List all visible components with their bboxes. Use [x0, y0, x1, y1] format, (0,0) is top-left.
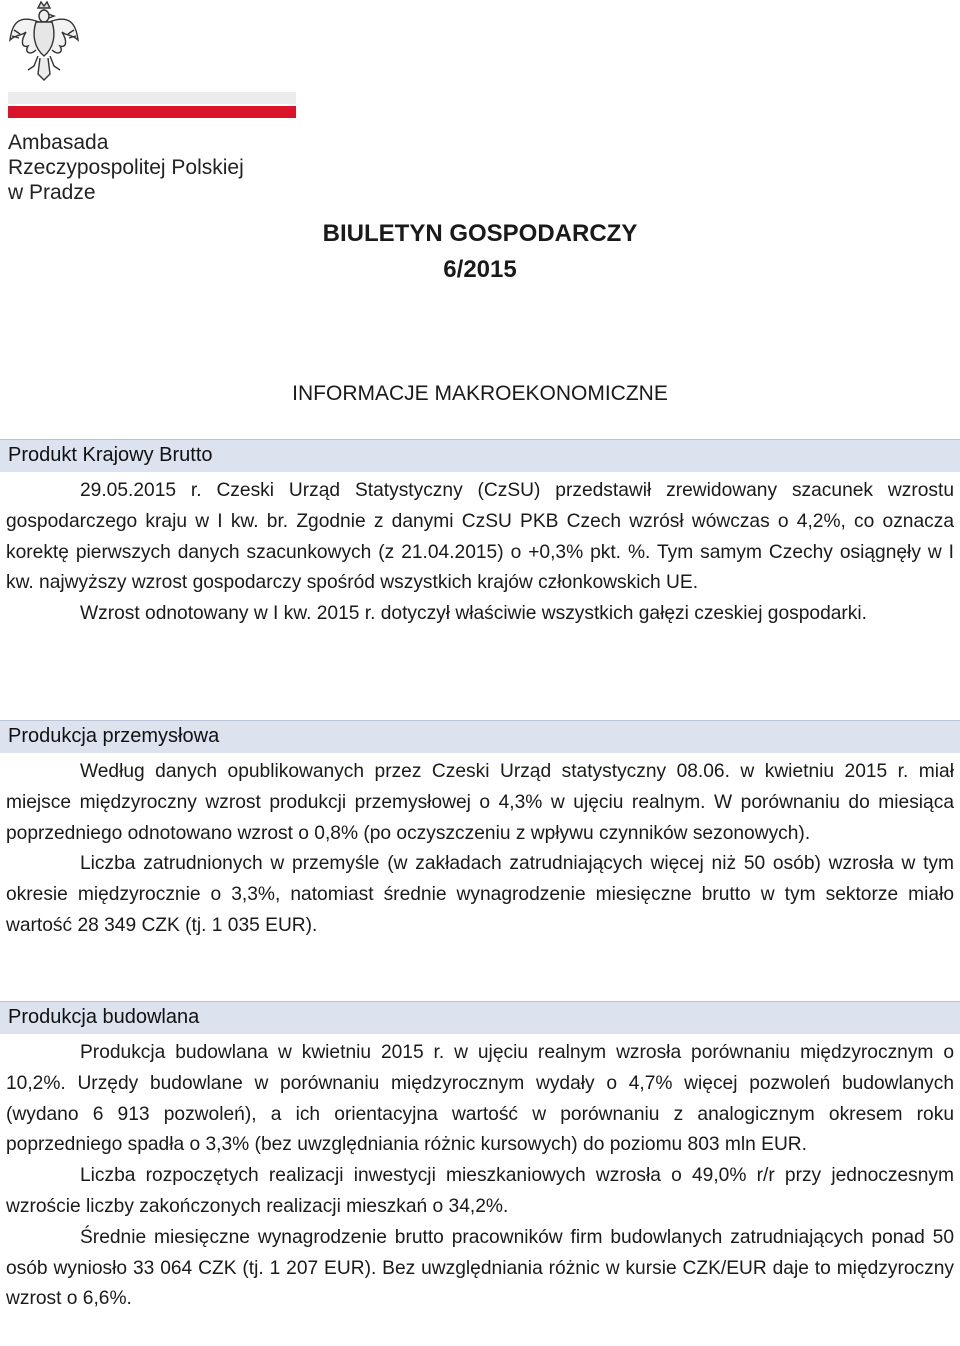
pkb-body: [6, 476, 954, 630]
industry-body: [6, 757, 954, 942]
paragraph: Liczba rozpoczętych realizacji inwestycji mieszkaniowych wzrosła o 49,0% r/r przy jednoczesnym wzroście liczby zakończonych realizacji mieszkań o 34,2%.: [6, 1165, 954, 1217]
paragraph: Wzrost odnotowany w I kw. 2015 r. dotyczył właściwie wszystkich gałęzi czeskiej gospodarki.: [80, 603, 867, 625]
section-band-industry: [0, 720, 960, 753]
embassy-name: [8, 130, 244, 205]
embassy-line-3: w Pradze: [8, 181, 96, 204]
paragraph: Według danych opublikowanych przez Czeski Urząd statystyczny 08.06. w kwietniu 2015 r. miał miejsce międzyroczny wzrost produkcji przemysłowej o 4,3% w ujęciu realnym. W porównaniu do miesiąca poprzedniego odnotowano wzrost o 0,8% (po oczyszczeniu z wpływu czynników sezonowych).: [6, 761, 954, 844]
bulletin-number: 6/2015: [443, 256, 517, 283]
heading-pkb: Produkt Krajowy Brutto: [8, 444, 213, 466]
embassy-line-2: Rzeczypospolitej Polskiej: [8, 156, 244, 179]
heading-industry: Produkcja przemysłowa: [8, 725, 220, 747]
embassy-line-1: Ambasada: [8, 131, 109, 154]
header-red-stripe: [8, 106, 296, 118]
paragraph: Liczba zatrudnionych w przemyśle (w zakładach zatrudniających więcej niż 50 osób) wzrosła w tym okresie międzyrocznie o 3,3%, natomiast średnie wynagrodzenie miesięczne brutto w tym sektorze miało wartość 28 349 CZK (tj. 1 035 EUR).: [6, 853, 954, 936]
paragraph: Średnie miesięczne wynagrodzenie brutto pracowników firm budowlanych zatrudniających ponad 50 osób wyniosło 33 064 CZK (tj. 1 207 EUR). Bez uwzględniania różnic w kursie CZK/EUR daje to międzyroczny wzrost o 6,6%.: [6, 1226, 954, 1310]
eagle-emblem-icon: [8, 0, 80, 82]
heading-construction: Produkcja budowlana: [8, 1006, 200, 1028]
bulletin-title: BIULETYN GOSPODARCZY: [322, 220, 638, 247]
section-band-pkb: [0, 439, 960, 472]
paragraph: Produkcja budowlana w kwietniu 2015 r. w ujęciu realnym wzrosła porównaniu międzyrocznym o 10,2%. Urzędy budowlane w porównaniu międzyrocznym wydały o 4,7% więcej pozwoleń budowlanych (wydano 6 913 pozwoleń), a ich orientacyjna wartość w porównaniu z analogicznym okresem roku poprzedniego spadła o 3,3% (bez uwzględniania różnic kursowych) do poziomu 803 mln EUR.: [6, 1042, 954, 1156]
section-title: INFORMACJE MAKROEKONOMICZNE: [292, 382, 668, 405]
construction-body: [6, 1038, 954, 1315]
paragraph: 29.05.2015 r. Czeski Urząd Statystyczny (CzSU) przedstawił zrewidowany szacunek wzrostu gospodarczego kraju w I kw. br. Zgodnie z danymi CzSU PKB Czech wzrósł wówczas o 4,2%, co oznacza korektę pierwszych danych szacunkowych (z 21.04.2015) o +0,3% pkt. %. Tym samym Czechy osiągnęły w I kw. najwyższy wzrost gospodarczy spośród wszystkich krajów członkowskich UE.: [6, 480, 954, 594]
header-white-stripe: [8, 92, 296, 104]
section-band-construction: [0, 1001, 960, 1034]
